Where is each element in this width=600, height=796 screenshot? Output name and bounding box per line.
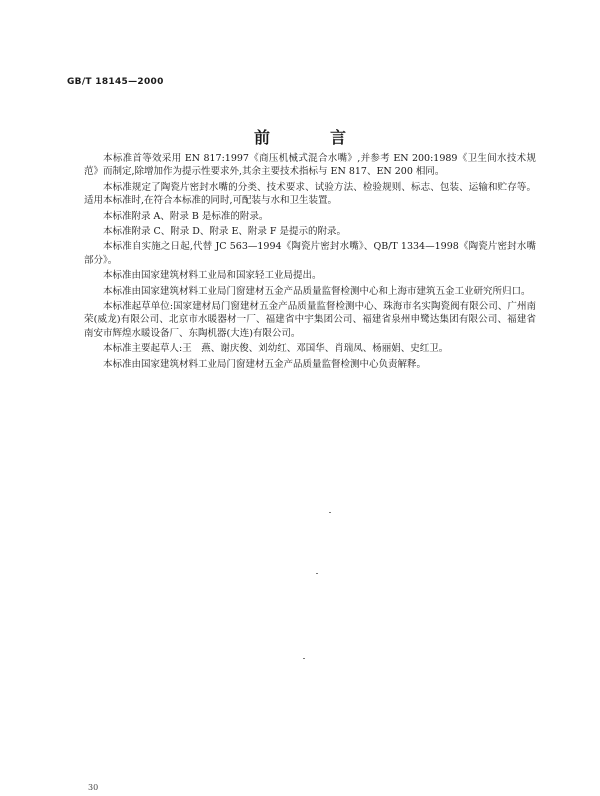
paragraph-1: 本标准首等效采用 EN 817:1997《商压机械式混合水嘴》,并参考 EN 200:1989《卫生间水技术规范》而制定,除增加作为提示性要求外,其余主要技术指标与 EN 817、EN 200 相同。 bbox=[84, 153, 536, 178]
standard-code: GB/T 18145—2000 bbox=[67, 77, 164, 87]
scan-speck bbox=[303, 658, 305, 659]
paragraph-6: 本标准由国家建筑材料工业局和国家轻工业局提出。 bbox=[103, 270, 322, 282]
page-title: 前 言 bbox=[253, 128, 368, 147]
paragraph-10: 本标准由国家建筑材料工业局门窗建材五金产品质量监督检测中心负责解释。 bbox=[103, 358, 427, 370]
paragraph-3: 本标准附录 A、附录 B 是标准的附录。 bbox=[103, 210, 269, 222]
foreword-body bbox=[84, 152, 536, 373]
paragraph-7: 本标准由国家建筑材料工业局门窗建材五金产品质量监督检测中心和上海市建筑五金工业研究所归口。 bbox=[103, 285, 531, 297]
scan-speck bbox=[316, 573, 318, 574]
paragraph-8: 本标准起草单位:国家建材局门窗建材五金产品质量监督检测中心、珠海市名实陶瓷阀有限公司、广州南荣(威龙)有限公司、北京市水暖器材一厂、福建省中宇集团公司、福建省泉州申鹭达集团有限公司、福建省南安市辉煌水暖设备厂、东陶机器(大连)有限公司。 bbox=[84, 301, 536, 339]
scan-speck bbox=[329, 512, 331, 513]
paragraph-5: 本标准自实施之日起,代替 JC 563—1994《陶瓷片密封水嘴》、QB/T 1334—1998《陶瓷片密封水嘴部分》。 bbox=[84, 241, 536, 266]
paragraph-4: 本标准附录 C、附录 D、附录 E、附录 F 是提示的附录。 bbox=[103, 226, 347, 238]
paragraph-2: 本标准规定了陶瓷片密封水嘴的分类、技术要求、试验方法、检验规则、标志、包装、运输和贮存等。适用本标准时,在符合本标准的同时,可配装与水和卫生装置。 bbox=[84, 181, 536, 207]
paragraph-9: 本标准主要起草人:王 燕、谢庆俊、刘幼红、邓国华、肖瑞凤、杨丽娟、史红卫。 bbox=[103, 343, 449, 355]
page-number: 30 bbox=[88, 783, 99, 792]
